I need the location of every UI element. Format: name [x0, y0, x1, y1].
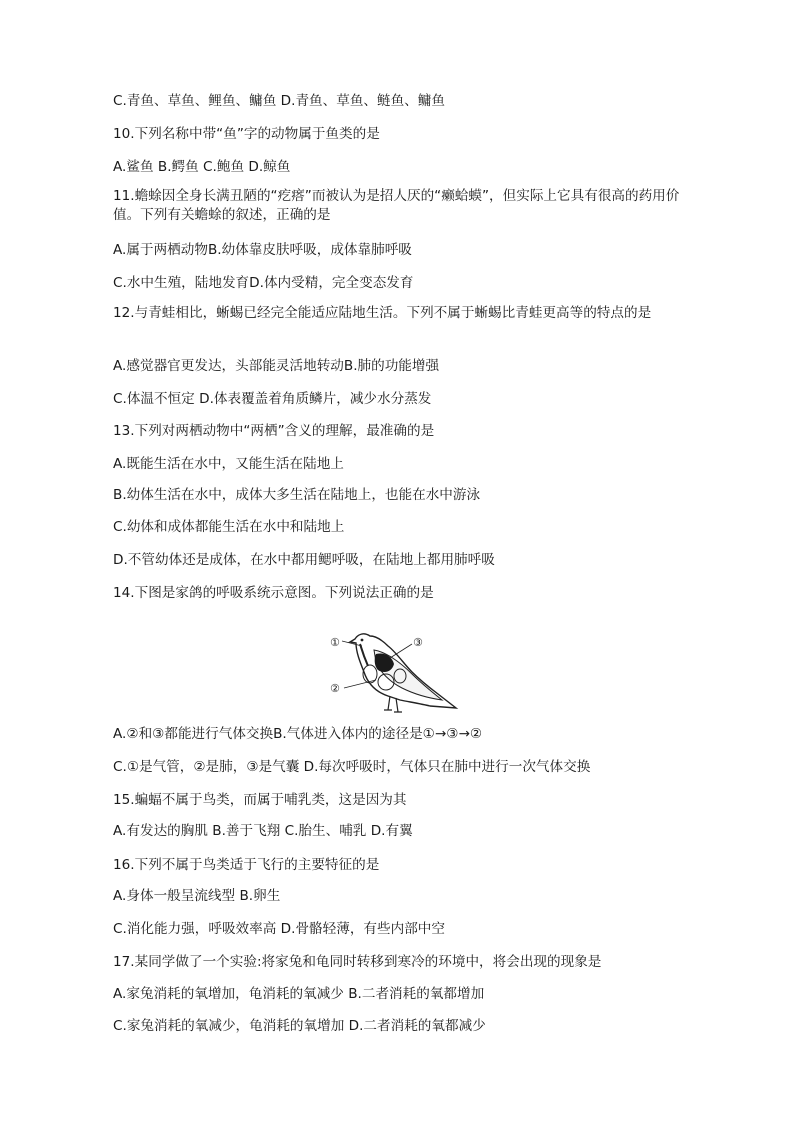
q16-options-ab: A.身体一般呈流线型 B.卵生 — [113, 888, 281, 904]
q13-stem: 13.下列对两栖动物中“两栖”含义的理解，最准确的是 — [113, 423, 435, 439]
q13-option-b: B.幼体生活在水中，成体大多生活在陆地上，也能在水中游泳 — [113, 487, 481, 503]
q11-options-cd: C.水中生殖，陆地发育D.体内受精，完全变态发育 — [113, 275, 414, 291]
q13-option-a: A.既能生活在水中，又能生活在陆地上 — [113, 456, 344, 472]
q12-options-ab: A.感觉器官更发达，头部能灵活地转动B.肺的功能增强 — [113, 358, 440, 374]
q13-option-d: D.不管幼体还是成体，在水中都用鳃呼吸，在陆地上都用肺呼吸 — [113, 552, 495, 568]
q17-stem: 17.某同学做了一个实验:将家兔和龟同时转移到寒冷的环境中，将会出现的现象是 — [113, 954, 602, 970]
q11-stem: 11.蟾蜍因全身长满丑陋的“疙瘩”而被认为是招人厌的“癞蛤蟆”，但实际上它具有很高的药用价值。下列有关蟾蜍的叙述，正确的是 — [113, 188, 680, 223]
q11-options-ab: A.属于两栖动物B.幼体靠皮肤呼吸，成体靠肺呼吸 — [113, 242, 412, 258]
label-2: ② — [330, 682, 340, 695]
q10-stem: 10.下列名称中带“鱼”字的动物属于鱼类的是 — [113, 126, 380, 142]
label-3: ③ — [413, 636, 423, 649]
q17-options-ab: A.家兔消耗的氧增加，龟消耗的氧减少 B.二者消耗的氧都增加 — [113, 986, 485, 1002]
q17-options-cd: C.家兔消耗的氧减少，龟消耗的氧增加 D.二者消耗的氧都减少 — [113, 1018, 486, 1034]
pigeon-illustration — [330, 622, 460, 714]
label-1: ① — [330, 636, 340, 649]
q10-options: A.鲨鱼 B.鳄鱼 C.鲍鱼 D.鲸鱼 — [113, 159, 291, 175]
q15-options: A.有发达的胸肌 B.善于飞翔 C.胎生、哺乳 D.有翼 — [113, 823, 413, 839]
q16-options-cd: C.消化能力强，呼吸效率高 D.骨骼轻薄，有些内部中空 — [113, 921, 445, 937]
q14-stem: 14.下图是家鸽的呼吸系统示意图。下列说法正确的是 — [113, 585, 434, 601]
q14-options-ab: A.②和③都能进行气体交换B.气体进入体内的途径是①→③→② — [113, 726, 483, 742]
q12-options-cd: C.体温不恒定 D.体表覆盖着角质鳞片，减少水分蒸发 — [113, 391, 432, 407]
q14-options-cd: C.①是气管，②是肺，③是气囊 D.每次呼吸时，气体只在肺中进行一次气体交换 — [113, 759, 591, 775]
q12-stem: 12.与青蛙相比，蜥蜴已经完全能适应陆地生活。下列不属于蜥蜴比青蛙更高等的特点的是 — [113, 305, 652, 321]
q9-options-cd: C.青鱼、草鱼、鲤鱼、鳙鱼 D.青鱼、草鱼、鲢鱼、鳙鱼 — [113, 93, 445, 109]
q15-stem: 15.蝙蝠不属于鸟类，而属于哺乳类，这是因为其 — [113, 792, 407, 808]
q16-stem: 16.下列不属于鸟类适于飞行的主要特征的是 — [113, 857, 380, 873]
q13-option-c: C.幼体和成体都能生活在水中和陆地上 — [113, 519, 345, 535]
pigeon-respiratory-figure — [330, 622, 460, 714]
